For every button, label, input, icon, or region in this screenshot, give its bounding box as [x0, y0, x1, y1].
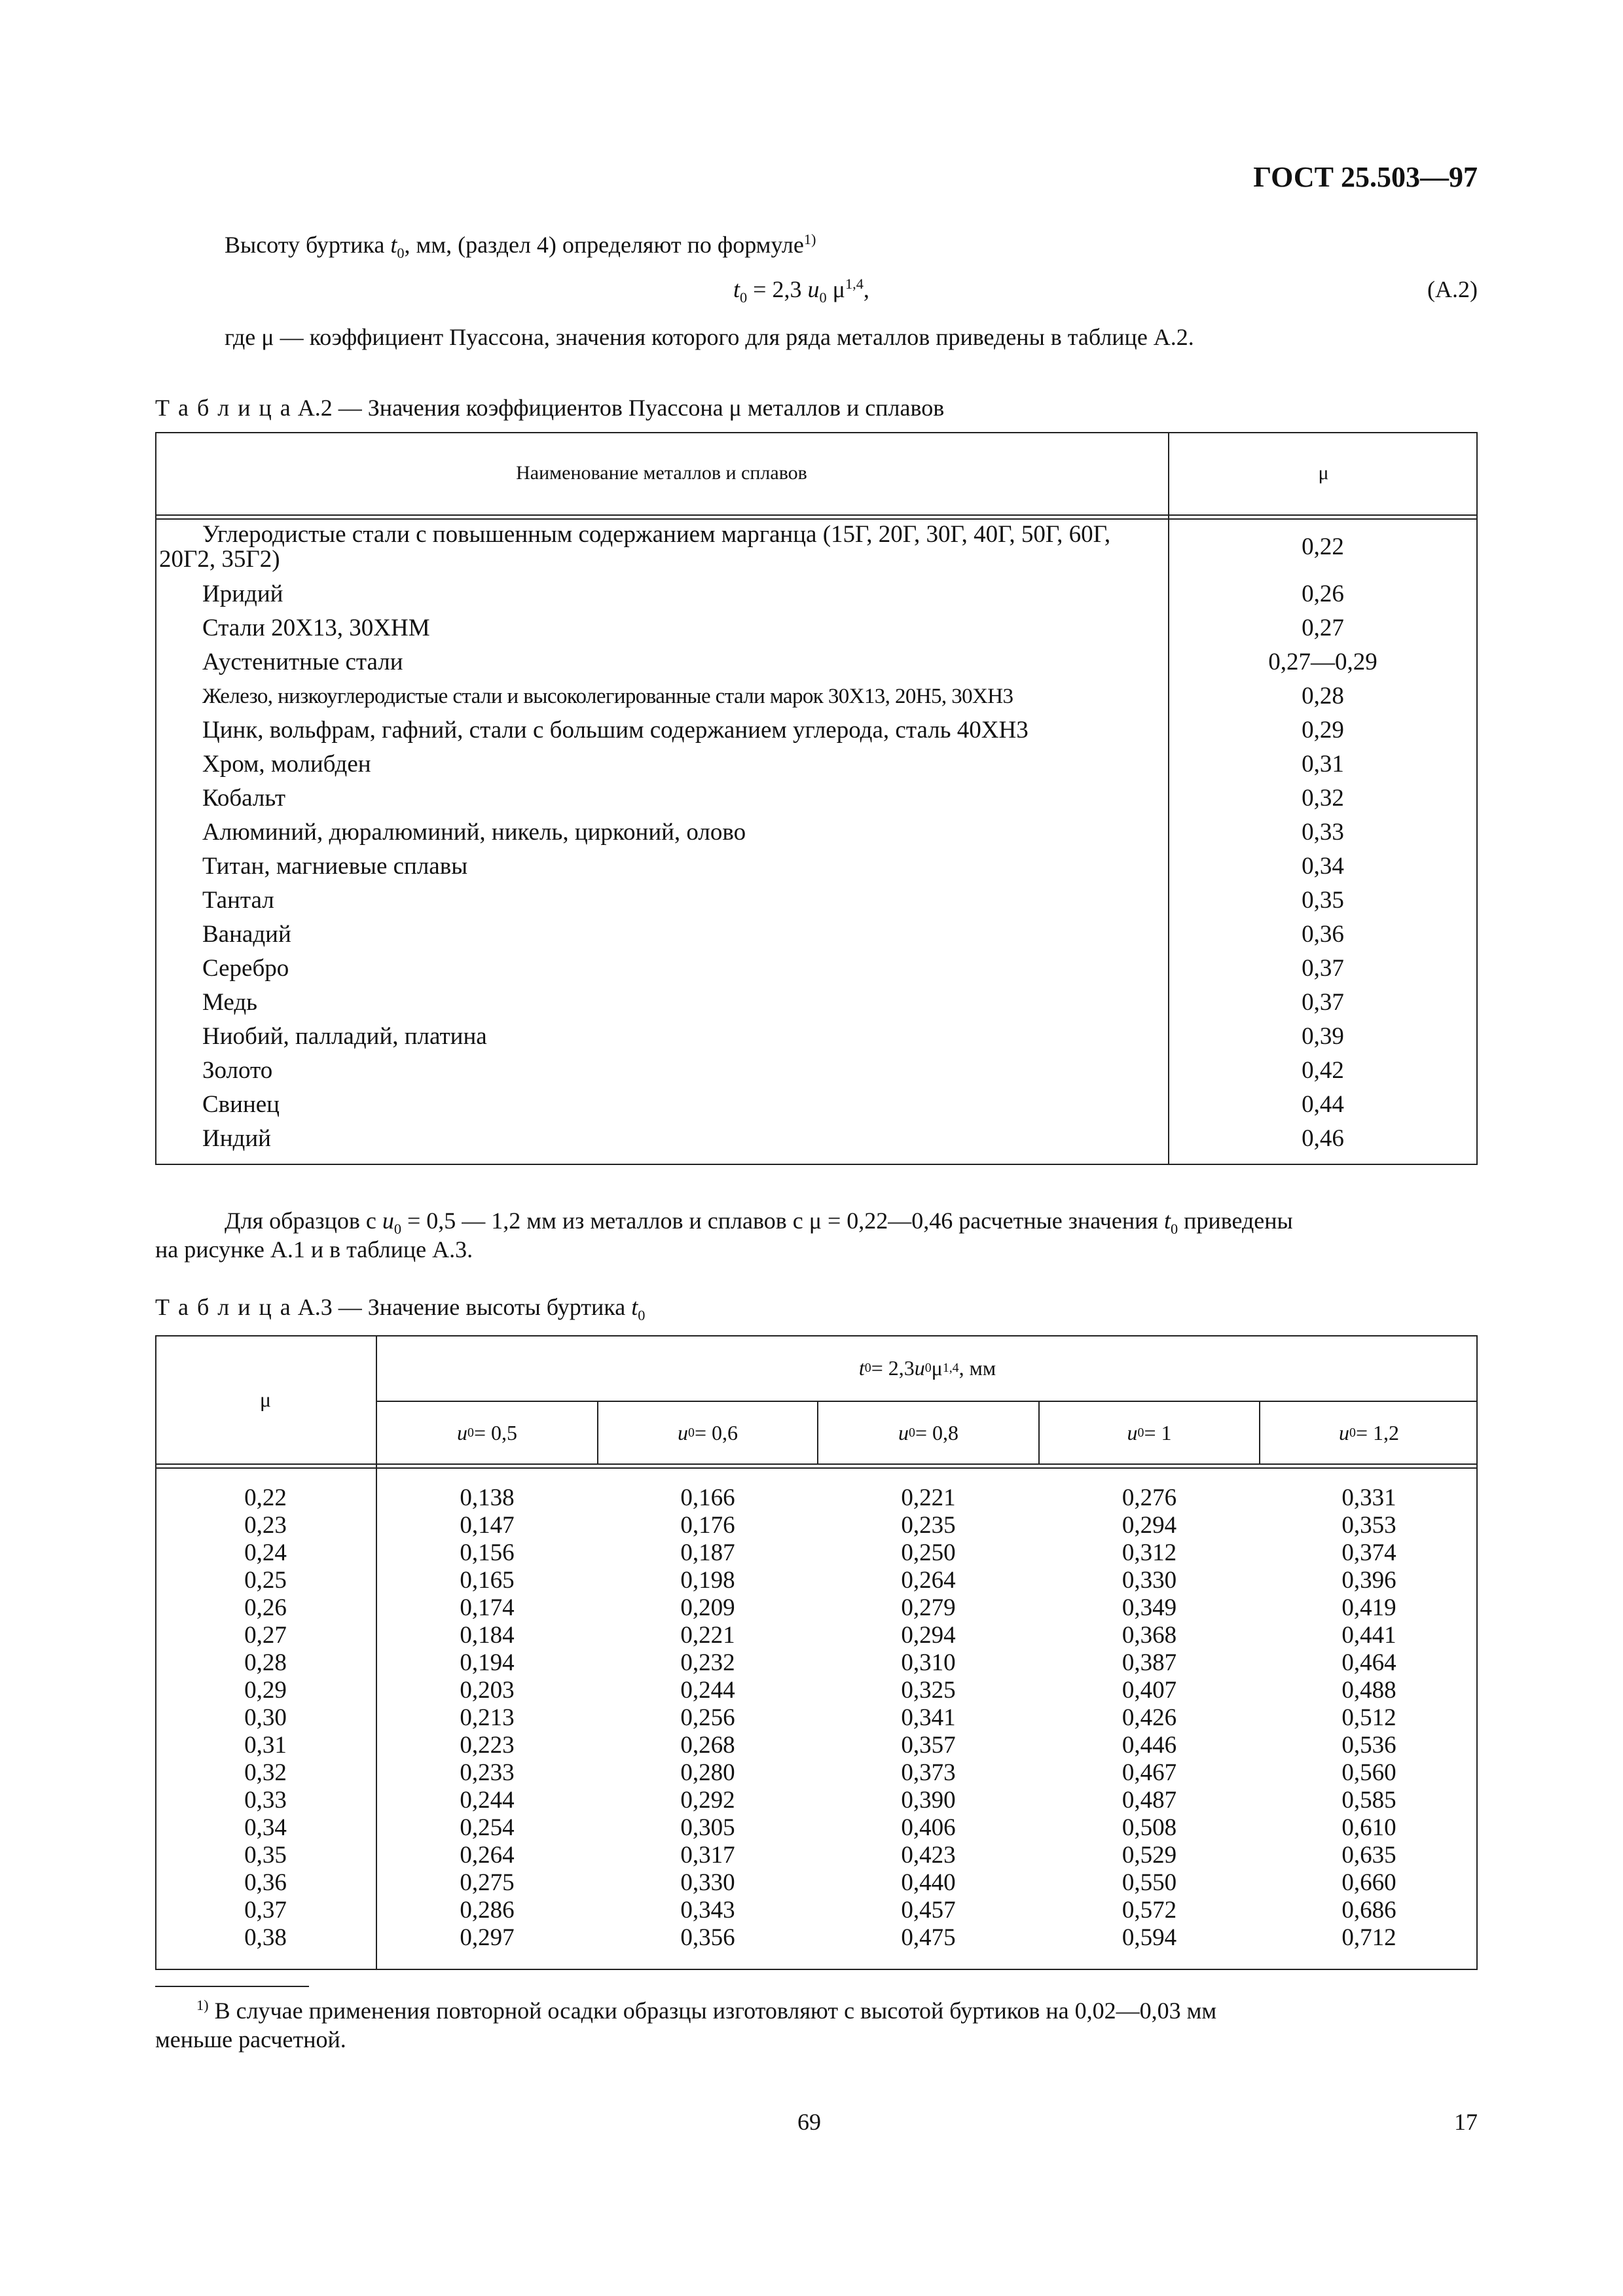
group-mu: μ — [931, 1355, 943, 1380]
header-u06: u 0 = 0,6 — [678, 1420, 738, 1444]
table-cell: 0,38 — [244, 1924, 287, 1951]
table-cell: 0,356 — [680, 1924, 735, 1951]
table-cell: 0,464 — [1341, 1649, 1396, 1676]
group-unit: , мм — [958, 1355, 996, 1380]
table-cell: 0,297 — [460, 1924, 515, 1951]
material-name: Ванадий — [202, 921, 291, 948]
sub-value: = 0,5 — [473, 1420, 517, 1444]
table-cell: 0,610 — [1341, 1814, 1396, 1841]
table-cell: 0,29 — [244, 1677, 287, 1704]
caption-var: t — [631, 1294, 638, 1320]
poisson-value: 0,32 — [1302, 785, 1344, 812]
table-row — [155, 577, 1478, 611]
table-cell: 0,198 — [680, 1567, 735, 1594]
table-cell: 0,232 — [680, 1649, 735, 1676]
table-cell: 0,310 — [901, 1649, 956, 1676]
table-cell: 0,594 — [1122, 1924, 1177, 1951]
table-cell: 0,27 — [244, 1622, 287, 1649]
table-cell: 0,176 — [680, 1512, 735, 1539]
table-cell: 0,233 — [460, 1759, 515, 1786]
table-cell: 0,686 — [1341, 1897, 1396, 1924]
table-cell: 0,194 — [460, 1649, 515, 1676]
table-cell: 0,34 — [244, 1814, 287, 1841]
material-name: Серебро — [202, 955, 289, 982]
table-cell: 0,35 — [244, 1842, 287, 1869]
material-name: Свинец — [202, 1091, 280, 1118]
table-cell: 0,407 — [1122, 1677, 1177, 1704]
formula-u: u — [807, 276, 820, 302]
table-cell: 0,349 — [1122, 1594, 1177, 1621]
table-cell: 0,279 — [901, 1594, 956, 1621]
material-name: Алюминий, дюралюминий, никель, цирконий, олово — [202, 819, 746, 846]
caption-sub: 0 — [638, 1307, 646, 1324]
header-u05: u 0 = 0,5 — [457, 1420, 517, 1444]
table-cell: 0,488 — [1341, 1677, 1396, 1704]
material-name: Стали 20Х13, 30ХНМ — [202, 615, 430, 641]
table-a3-caption — [155, 1293, 646, 1324]
material-name: Хром, молибден — [202, 751, 371, 778]
group-coef: = 2,3 — [871, 1355, 915, 1380]
table-cell: 0,33 — [244, 1787, 287, 1814]
table-a2-caption — [155, 393, 944, 422]
table-cell: 0,268 — [680, 1732, 735, 1759]
material-name: Золото — [202, 1057, 273, 1084]
table-cell: 0,221 — [680, 1622, 735, 1649]
table-row — [155, 986, 1478, 1020]
table-cell: 0,487 — [1122, 1787, 1177, 1814]
poisson-value: 0,26 — [1302, 581, 1344, 607]
table-cell: 0,276 — [1122, 1484, 1177, 1511]
caption-label: Т а б л и ц а — [155, 395, 292, 421]
table-cell: 0,325 — [901, 1677, 956, 1704]
table-cell: 0,396 — [1341, 1567, 1396, 1594]
table-row — [155, 611, 1478, 645]
table-cell: 0,294 — [901, 1622, 956, 1649]
table-a2-body — [155, 522, 1478, 1156]
poisson-value: 0,27 — [1302, 615, 1344, 641]
table-cell: 0,353 — [1341, 1512, 1396, 1539]
table-cell: 0,292 — [680, 1787, 735, 1814]
table-row — [155, 1020, 1478, 1054]
table-row — [155, 816, 1478, 850]
formula-exp: 1,4 — [845, 276, 864, 292]
table-cell: 0,23 — [244, 1512, 287, 1539]
table-cell: 0,512 — [1341, 1704, 1396, 1731]
table-cell: 0,24 — [244, 1539, 287, 1566]
material-name: Углеродистые стали с повышенным содержанием марганца (15Г, 20Г, 30Г, 40Г, 50Г, 60Г, 20Г2, 35Г2) — [159, 521, 1111, 573]
table-cell: 0,235 — [901, 1512, 956, 1539]
table-cell: 0,213 — [460, 1704, 515, 1731]
poisson-value: 0,39 — [1302, 1023, 1344, 1050]
document-code: ГОСТ 25.503—97 — [1253, 161, 1478, 193]
intro-text-2: , мм, (раздел 4) определяют по формуле — [404, 232, 804, 258]
table-cell: 0,305 — [680, 1814, 735, 1841]
table-cell: 0,280 — [680, 1759, 735, 1786]
table-cell: 0,36 — [244, 1869, 287, 1896]
table-cell: 0,457 — [901, 1897, 956, 1924]
material-name: Медь — [202, 989, 258, 1016]
between-text: Для образцов с — [225, 1208, 382, 1234]
sub-u: u — [898, 1420, 909, 1444]
poisson-value: 0,33 — [1302, 819, 1344, 846]
table-cell: 0,221 — [901, 1484, 956, 1511]
footnote-ref: 1) — [803, 231, 816, 247]
sub-value: = 1 — [1144, 1420, 1172, 1444]
table-cell: 0,165 — [460, 1567, 515, 1594]
table-cell: 0,343 — [680, 1897, 735, 1924]
table-row — [155, 522, 1478, 572]
material-name: Индий — [202, 1125, 271, 1152]
between-text-2: = 0,5 — 1,2 мм из металлов и сплавов с μ = 0,22—0,46 расчетные значения — [401, 1208, 1164, 1234]
header-group: t 0 = 2,3 u 0 μ 1,4 , мм — [858, 1355, 996, 1380]
where-line: где μ — коэффициент Пуассона, значения которого для ряда металлов приведены в таблице А.2. — [225, 324, 1194, 350]
table-cell: 0,508 — [1122, 1814, 1177, 1841]
sub-value: = 0,6 — [694, 1420, 738, 1444]
header-u1: u 0 = 1 — [1127, 1420, 1172, 1444]
formula-u-sub: 0 — [819, 289, 827, 306]
formula-coef: = 2,3 — [747, 276, 808, 302]
caption-text: А.2 — Значения коэффициентов Пуассона μ металлов и сплавов — [297, 395, 945, 421]
intro-text: Высоту буртика — [225, 232, 391, 258]
var-t-sub: 0 — [1171, 1221, 1178, 1238]
table-cell: 0,275 — [460, 1869, 515, 1896]
table-row — [155, 952, 1478, 986]
table-cell: 0,441 — [1341, 1622, 1396, 1649]
table-cell: 0,264 — [901, 1567, 956, 1594]
sub-value: = 0,8 — [915, 1420, 958, 1444]
group-t: t — [858, 1355, 865, 1380]
table-cell: 0,26 — [244, 1594, 287, 1621]
material-name: Цинк, вольфрам, гафний, стали с большим содержанием углерода, сталь 40ХН3 — [202, 717, 1029, 744]
var-u: u — [382, 1208, 394, 1234]
table-cell: 0,203 — [460, 1677, 515, 1704]
group-u: u — [914, 1355, 925, 1380]
table-a2 — [155, 432, 1478, 1165]
table-cell: 0,357 — [901, 1732, 956, 1759]
sub-u: u — [1127, 1420, 1138, 1444]
table-row — [155, 713, 1478, 747]
table-cell: 0,147 — [460, 1512, 515, 1539]
table-cell: 0,550 — [1122, 1869, 1177, 1896]
table-cell: 0,446 — [1122, 1732, 1177, 1759]
material-name: Титан, магниевые сплавы — [202, 853, 468, 880]
table-cell: 0,536 — [1341, 1732, 1396, 1759]
poisson-value: 0,42 — [1302, 1057, 1344, 1084]
page-number-center: 69 — [797, 2109, 821, 2135]
poisson-value: 0,34 — [1302, 853, 1344, 880]
col-u05 — [377, 1484, 597, 1952]
header-name: Наименование металлов и сплавов — [516, 462, 807, 484]
table-cell: 0,294 — [1122, 1512, 1177, 1539]
table-row — [155, 1054, 1478, 1088]
footnote-text: В случае применения повторной осадки образцы изготовляют с высотой буртиков на 0,02—0,03 мм — [208, 1998, 1217, 2024]
caption-text: А.3 — Значение высоты буртика — [297, 1294, 632, 1320]
page-number-right: 17 — [1454, 2109, 1478, 2135]
footnote-line2: меньше расчетной. — [155, 2026, 346, 2053]
material-name: Ниобий, палладий, платина — [202, 1023, 487, 1050]
header-u12: u 0 = 1,2 — [1339, 1420, 1399, 1444]
formula-mu: μ — [826, 276, 845, 302]
between-text-3: приведены — [1178, 1208, 1293, 1234]
poisson-value: 0,29 — [1302, 717, 1344, 744]
table-row — [155, 679, 1478, 713]
col-u12 — [1260, 1484, 1478, 1952]
table-cell: 0,166 — [680, 1484, 735, 1511]
table-cell: 0,330 — [1122, 1567, 1177, 1594]
material-name: Кобальт — [202, 785, 286, 812]
table-cell: 0,475 — [901, 1924, 956, 1951]
var-u-sub: 0 — [393, 1221, 401, 1238]
col-mu — [155, 1484, 376, 1952]
poisson-value: 0,22 — [1302, 533, 1344, 560]
poisson-value: 0,28 — [1302, 683, 1344, 709]
table-cell: 0,373 — [901, 1759, 956, 1786]
table-cell: 0,138 — [460, 1484, 515, 1511]
sub-u: u — [678, 1420, 689, 1444]
sub-u: u — [1339, 1420, 1350, 1444]
table-cell: 0,368 — [1122, 1622, 1177, 1649]
col-u08 — [818, 1484, 1038, 1952]
table-cell: 0,209 — [680, 1594, 735, 1621]
table-row — [155, 918, 1478, 952]
var-t: t — [1163, 1208, 1171, 1234]
table-row — [155, 884, 1478, 918]
poisson-value: 0,31 — [1302, 751, 1344, 778]
formula-t: t — [733, 276, 740, 302]
table-cell: 0,22 — [244, 1484, 287, 1511]
table-cell: 0,635 — [1341, 1842, 1396, 1869]
table-cell: 0,585 — [1341, 1787, 1396, 1814]
table-cell: 0,560 — [1341, 1759, 1396, 1786]
table-cell: 0,419 — [1341, 1594, 1396, 1621]
material-name: Железо, низкоуглеродистые стали и высоколегированные стали марок 30Х13, 20Н5, 30ХН3 — [202, 685, 1013, 708]
table-cell: 0,156 — [460, 1539, 515, 1566]
table-cell: 0,341 — [901, 1704, 956, 1731]
header-mu: μ — [1318, 462, 1329, 484]
var-t: t — [390, 232, 397, 258]
table-cell: 0,30 — [244, 1704, 287, 1731]
poisson-value: 0,46 — [1302, 1125, 1344, 1152]
table-cell: 0,31 — [244, 1732, 287, 1759]
table-cell: 0,406 — [901, 1814, 956, 1841]
table-row — [155, 850, 1478, 884]
sub-0: 0 — [397, 245, 405, 262]
between-paragraph — [225, 1206, 1478, 1238]
table-cell: 0,712 — [1341, 1924, 1396, 1951]
between-paragraph-line2: на рисунке А.1 и в таблице А.3. — [155, 1236, 473, 1263]
formula-number: (А.2) — [1427, 276, 1478, 302]
table-cell: 0,317 — [680, 1842, 735, 1869]
header-rule — [155, 1463, 1478, 1465]
material-name: Тантал — [202, 887, 274, 914]
table-cell: 0,250 — [901, 1539, 956, 1566]
table-cell: 0,184 — [460, 1622, 515, 1649]
formula-t-sub: 0 — [740, 289, 748, 306]
table-cell: 0,390 — [901, 1787, 956, 1814]
footnote-rule — [155, 1986, 309, 1987]
table-cell: 0,174 — [460, 1594, 515, 1621]
poisson-value: 0,37 — [1302, 955, 1344, 982]
sub-value: = 1,2 — [1355, 1420, 1399, 1444]
table-cell: 0,37 — [244, 1897, 287, 1924]
intro-line — [225, 230, 816, 262]
poisson-value: 0,37 — [1302, 989, 1344, 1016]
col-u06 — [598, 1484, 817, 1952]
table-row — [155, 747, 1478, 781]
material-name: Иридий — [202, 581, 283, 607]
table-cell: 0,223 — [460, 1732, 515, 1759]
sub-u: u — [457, 1420, 468, 1444]
table-cell: 0,572 — [1122, 1897, 1177, 1924]
table-cell: 0,254 — [460, 1814, 515, 1841]
table-row — [155, 781, 1478, 816]
material-name: Аустенитные стали — [202, 649, 403, 675]
table-cell: 0,286 — [460, 1897, 515, 1924]
header-rule-double — [155, 1467, 1478, 1469]
table-cell: 0,529 — [1122, 1842, 1177, 1869]
table-cell: 0,331 — [1341, 1484, 1396, 1511]
footnote — [196, 1996, 1478, 2025]
formula-comma: , — [863, 276, 869, 302]
table-row — [155, 1088, 1478, 1122]
table-cell: 0,387 — [1122, 1649, 1177, 1676]
formula-a2 — [733, 275, 869, 304]
header-rule — [155, 514, 1478, 516]
table-cell: 0,244 — [680, 1677, 735, 1704]
caption-label: Т а б л и ц а — [155, 1294, 292, 1320]
table-cell: 0,467 — [1122, 1759, 1177, 1786]
header-rule-double — [155, 518, 1478, 520]
table-cell: 0,264 — [460, 1842, 515, 1869]
table-cell: 0,32 — [244, 1759, 287, 1786]
col-u1 — [1040, 1484, 1259, 1952]
table-cell: 0,423 — [901, 1842, 956, 1869]
table-cell: 0,244 — [460, 1787, 515, 1814]
poisson-value: 0,36 — [1302, 921, 1344, 948]
poisson-value: 0,35 — [1302, 887, 1344, 914]
footnote-marker: 1) — [196, 1997, 209, 2013]
poisson-value: 0,44 — [1302, 1091, 1344, 1118]
table-cell: 0,374 — [1341, 1539, 1396, 1566]
header-mu: μ — [259, 1387, 272, 1411]
table-row — [155, 1122, 1478, 1156]
table-cell: 0,25 — [244, 1567, 287, 1594]
table-cell: 0,28 — [244, 1649, 287, 1676]
table-cell: 0,330 — [680, 1869, 735, 1896]
table-cell: 0,440 — [901, 1869, 956, 1896]
table-cell: 0,256 — [680, 1704, 735, 1731]
header-u08: u 0 = 0,8 — [898, 1420, 958, 1444]
table-a3 — [155, 1335, 1478, 1970]
table-row — [155, 645, 1478, 679]
table-cell: 0,312 — [1122, 1539, 1177, 1566]
table-cell: 0,660 — [1341, 1869, 1396, 1896]
poisson-value: 0,27—0,29 — [1268, 649, 1377, 675]
table-cell: 0,426 — [1122, 1704, 1177, 1731]
table-cell: 0,187 — [680, 1539, 735, 1566]
